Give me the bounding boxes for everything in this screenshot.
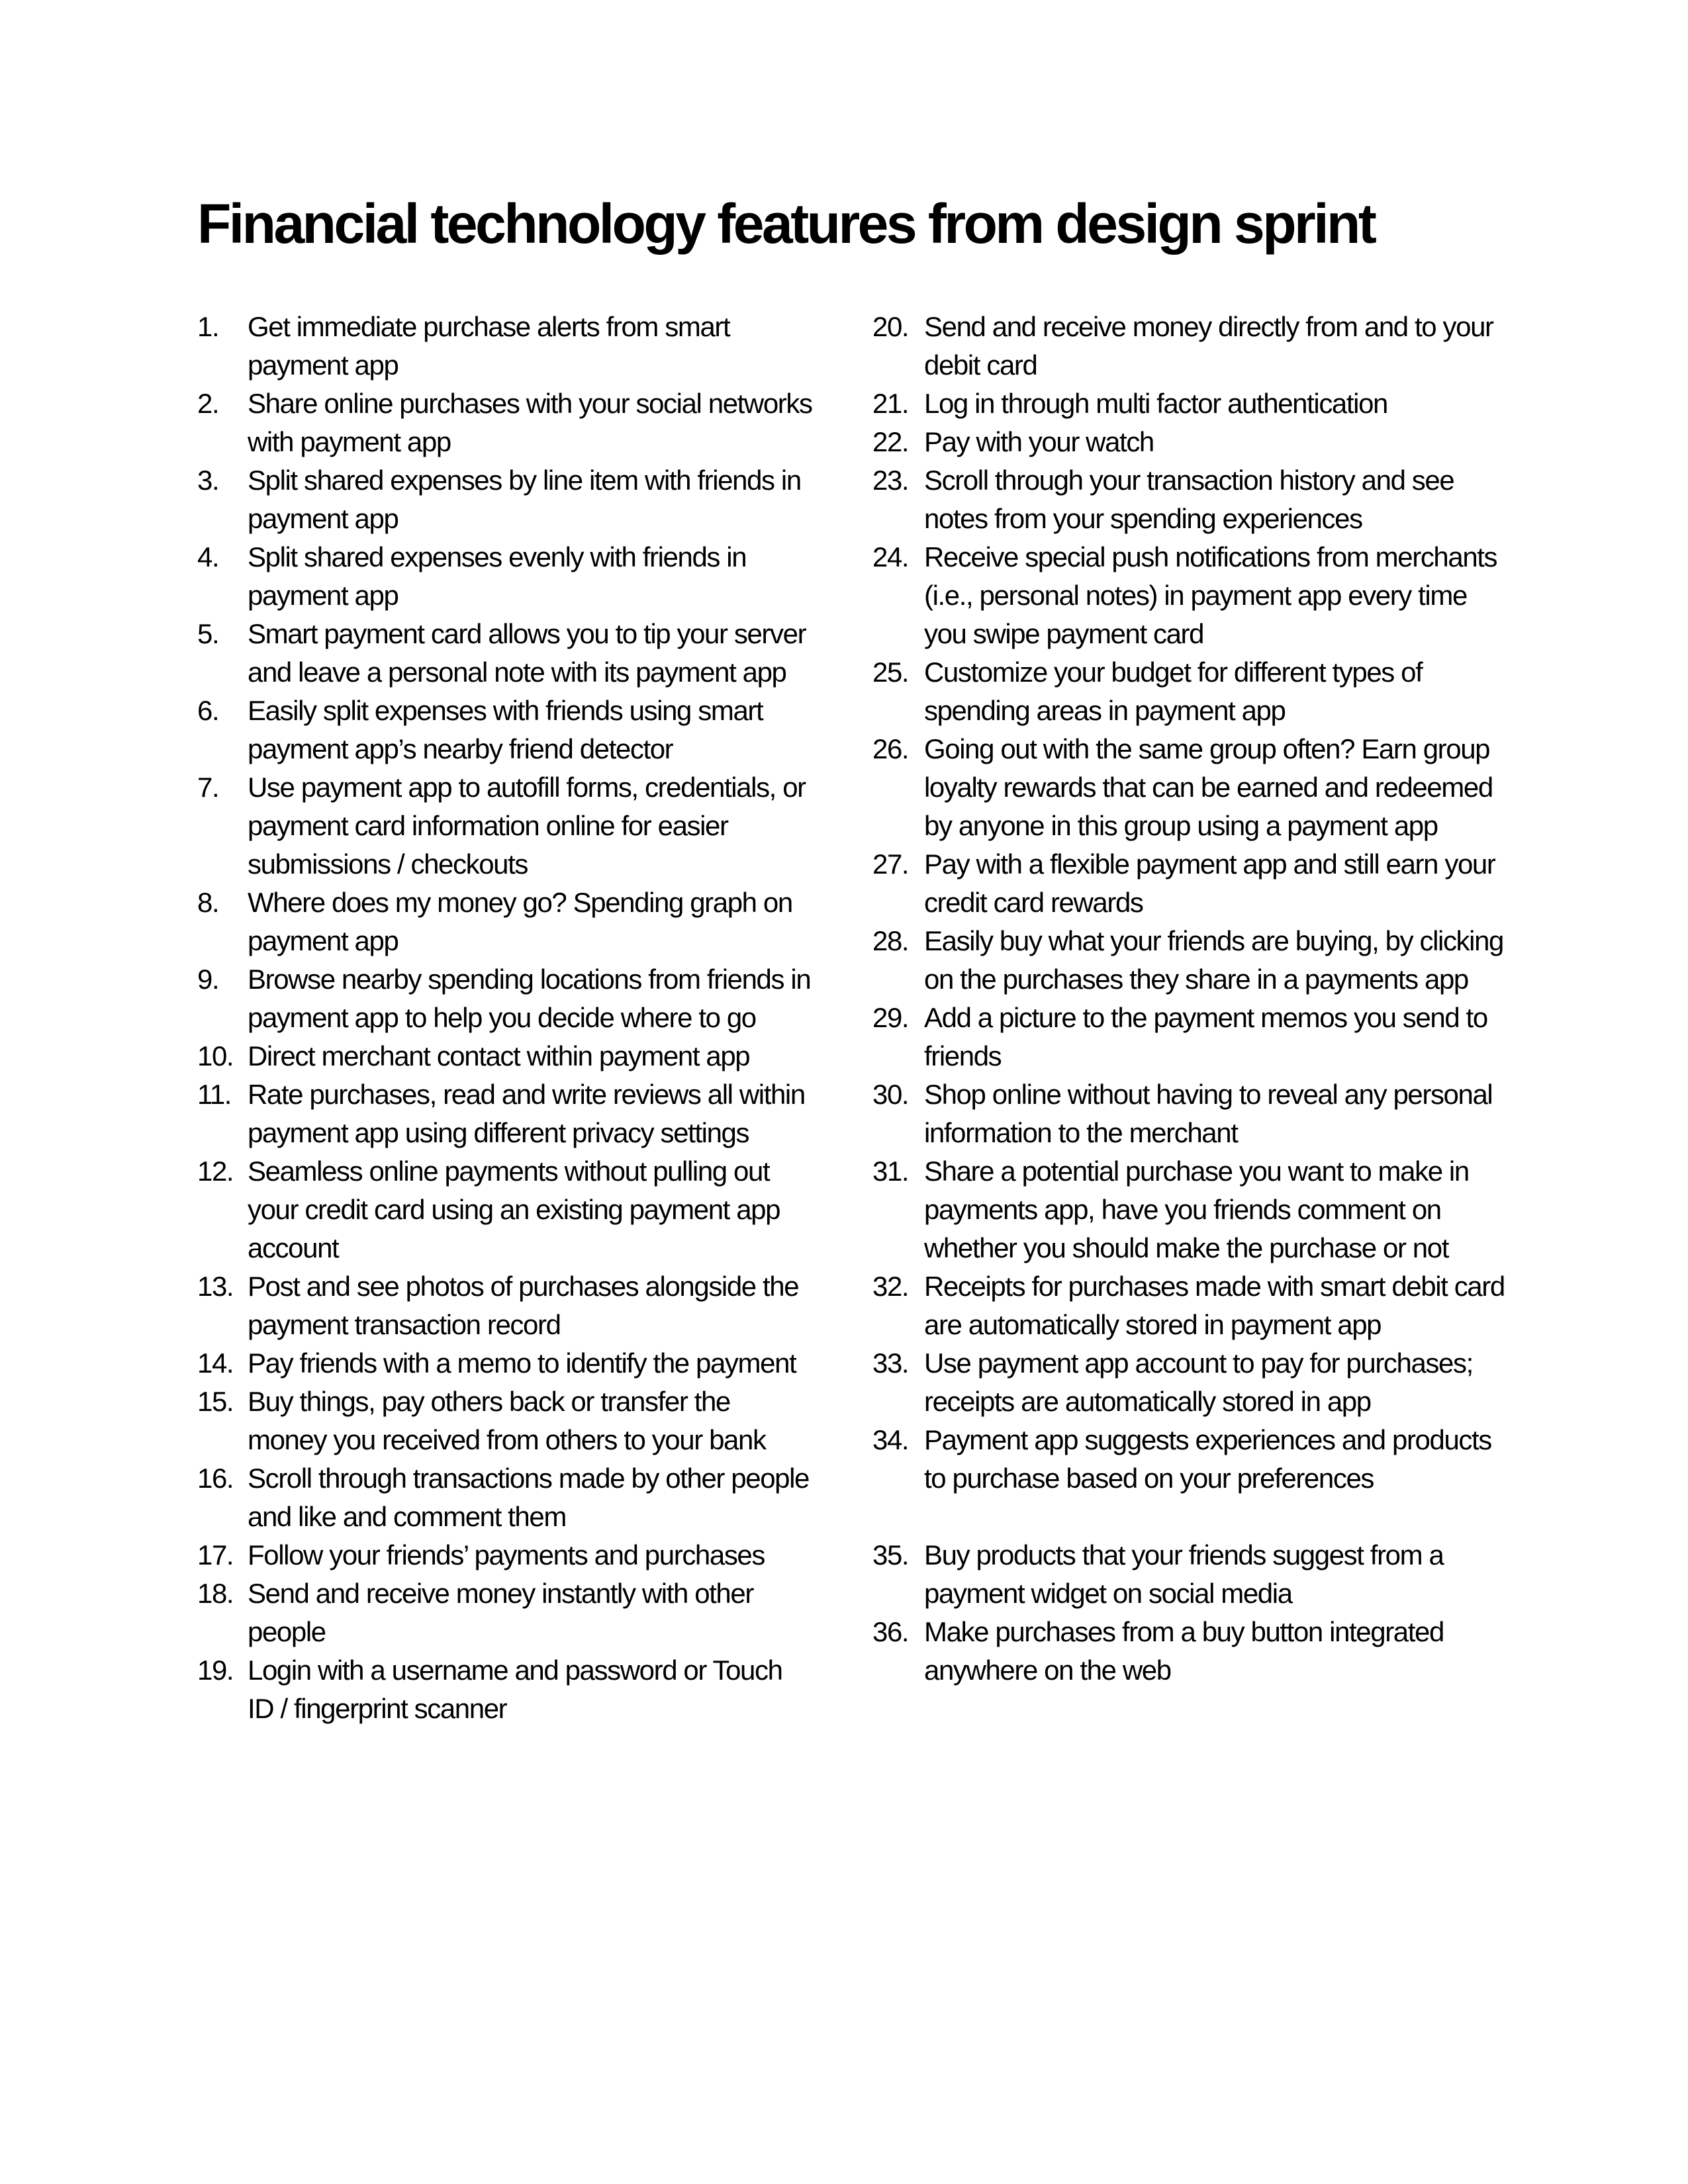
list-item (197, 385, 813, 461)
item-text: Split shared expenses evenly with friends in payment app (248, 541, 747, 611)
item-number: 5. (197, 618, 219, 649)
item-number: 7. (197, 772, 219, 803)
item-number: 30. (872, 1079, 909, 1110)
item-text: Receive special push notifications from merchants (i.e., personal notes) in payment app every time you swipe payment card (924, 541, 1497, 649)
item-number: 36. (872, 1616, 909, 1647)
list-item (197, 1152, 813, 1267)
item-text: Use payment app account to pay for purchases; receipts are automatically stored in app (924, 1347, 1473, 1417)
list-item (872, 423, 1508, 461)
list-item (197, 1075, 813, 1152)
item-text: Where does my money go? Spending graph on payment app (248, 887, 792, 956)
item-text: Share online purchases with your social networks with payment app (248, 388, 812, 457)
item-text: Use payment app to autofill forms, credentials, or payment card information online for easier submissions / checkouts (248, 772, 806, 880)
list-item (872, 845, 1508, 922)
item-text: Scroll through transactions made by other people and like and comment them (248, 1463, 810, 1532)
item-number: 3. (197, 465, 219, 496)
item-number: 35. (872, 1539, 909, 1570)
list-item (197, 1037, 813, 1075)
feature-list-left (197, 308, 813, 1728)
list-item (197, 1651, 813, 1728)
item-number: 22. (872, 426, 909, 457)
item-number: 2. (197, 388, 219, 419)
list-item (872, 922, 1508, 999)
item-text: Buy products that your friends suggest from a payment widget on social media (924, 1539, 1444, 1609)
list-item (872, 1421, 1508, 1498)
item-number: 21. (872, 388, 909, 419)
list-item (197, 1344, 813, 1383)
item-number: 8. (197, 887, 219, 918)
list-item (872, 653, 1508, 730)
item-number: 19. (197, 1655, 234, 1686)
item-number: 17. (197, 1539, 234, 1570)
list-item (872, 1267, 1508, 1344)
list-item (872, 385, 1508, 423)
item-number: 31. (872, 1156, 909, 1187)
page-title: Financial technology features from design sprint (197, 193, 1375, 255)
list-item (197, 884, 813, 960)
item-text: Send and receive money directly from and to your debit card (924, 311, 1493, 381)
item-text: Easily split expenses with friends using smart payment app’s nearby friend detector (248, 695, 763, 764)
item-number: 24. (872, 541, 909, 572)
item-text: Log in through multi factor authentication (924, 388, 1388, 419)
item-text: Direct merchant contact within payment app (248, 1040, 750, 1071)
list-item (197, 461, 813, 538)
item-number: 18. (197, 1578, 234, 1609)
item-number: 6. (197, 695, 219, 726)
item-text: Login with a username and password or Touch ID / fingerprint scanner (248, 1655, 782, 1724)
item-number: 20. (872, 311, 909, 342)
item-number: 25. (872, 657, 909, 688)
item-text: Going out with the same group often? Earn group loyalty rewards that can be earned and redeemed by anyone in this group using a payment app (924, 733, 1493, 841)
item-text: Buy things, pay others back or transfer the money you received from others to your bank (248, 1386, 766, 1455)
item-number: 1. (197, 311, 219, 342)
list-item (197, 538, 813, 615)
item-text: Customize your budget for different types of spending areas in payment app (924, 657, 1423, 726)
list-item (197, 1267, 813, 1344)
list-item (872, 538, 1508, 653)
list-item (872, 1152, 1508, 1267)
list-item (872, 308, 1508, 385)
item-text: Split shared expenses by line item with friends in payment app (248, 465, 801, 534)
item-number: 15. (197, 1386, 234, 1417)
feature-list-right (872, 308, 1508, 1690)
list-item (872, 461, 1508, 538)
item-text: Receipts for purchases made with smart debit card are automatically stored in payment app (924, 1271, 1505, 1340)
item-number: 9. (197, 964, 219, 995)
item-text: Rate purchases, read and write reviews all within payment app using different privacy settings (248, 1079, 805, 1148)
item-text: Pay with your watch (924, 426, 1154, 457)
item-number: 4. (197, 541, 219, 572)
item-number: 23. (872, 465, 909, 496)
item-text: Easily buy what your friends are buying, by clicking on the purchases they share in a payments app (924, 925, 1503, 995)
item-text: Payment app suggests experiences and products to purchase based on your preferences (924, 1424, 1491, 1494)
item-text: Seamless online payments without pulling out your credit card using an existing payment app account (248, 1156, 780, 1263)
item-number: 14. (197, 1347, 234, 1379)
item-number: 32. (872, 1271, 909, 1302)
list-item (197, 1536, 813, 1574)
item-number: 33. (872, 1347, 909, 1379)
item-text: Pay friends with a memo to identify the payment (248, 1347, 796, 1379)
item-text: Send and receive money instantly with other people (248, 1578, 753, 1647)
item-text: Add a picture to the payment memos you send to friends (924, 1002, 1487, 1071)
item-number: 27. (872, 848, 909, 880)
list-item (197, 615, 813, 692)
item-number: 26. (872, 733, 909, 764)
list-item (197, 692, 813, 768)
list-item (197, 1383, 813, 1459)
list-item (197, 960, 813, 1037)
list-item (197, 1574, 813, 1651)
item-text: Scroll through your transaction history and see notes from your spending experiences (924, 465, 1454, 534)
item-text: Browse nearby spending locations from friends in payment app to help you decide where to go (248, 964, 811, 1033)
item-text: Smart payment card allows you to tip your server and leave a personal note with its payment app (248, 618, 806, 688)
list-item (197, 768, 813, 884)
item-number: 11. (197, 1079, 232, 1110)
item-text: Post and see photos of purchases alongside the payment transaction record (248, 1271, 799, 1340)
item-number: 29. (872, 1002, 909, 1033)
item-text: Pay with a flexible payment app and still earn your credit card rewards (924, 848, 1495, 918)
item-text: Shop online without having to reveal any personal information to the merchant (924, 1079, 1493, 1148)
list-item (872, 1536, 1508, 1613)
list-item (872, 1344, 1508, 1421)
list-item (872, 999, 1508, 1075)
item-number: 10. (197, 1040, 234, 1071)
item-number: 12. (197, 1156, 234, 1187)
list-item (872, 730, 1508, 845)
item-number: 28. (872, 925, 909, 956)
item-text: Share a potential purchase you want to make in payments app, have you friends comment on whether you should make the purchase or not (924, 1156, 1469, 1263)
item-text: Follow your friends’ payments and purchases (248, 1539, 765, 1570)
list-item (197, 308, 813, 385)
list-item (872, 1075, 1508, 1152)
item-number: 16. (197, 1463, 234, 1494)
item-text: Get immediate purchase alerts from smart payment app (248, 311, 730, 381)
item-number: 34. (872, 1424, 909, 1455)
list-item (197, 1459, 813, 1536)
list-item (872, 1613, 1508, 1690)
item-number: 13. (197, 1271, 234, 1302)
item-text: Make purchases from a buy button integrated anywhere on the web (924, 1616, 1444, 1686)
